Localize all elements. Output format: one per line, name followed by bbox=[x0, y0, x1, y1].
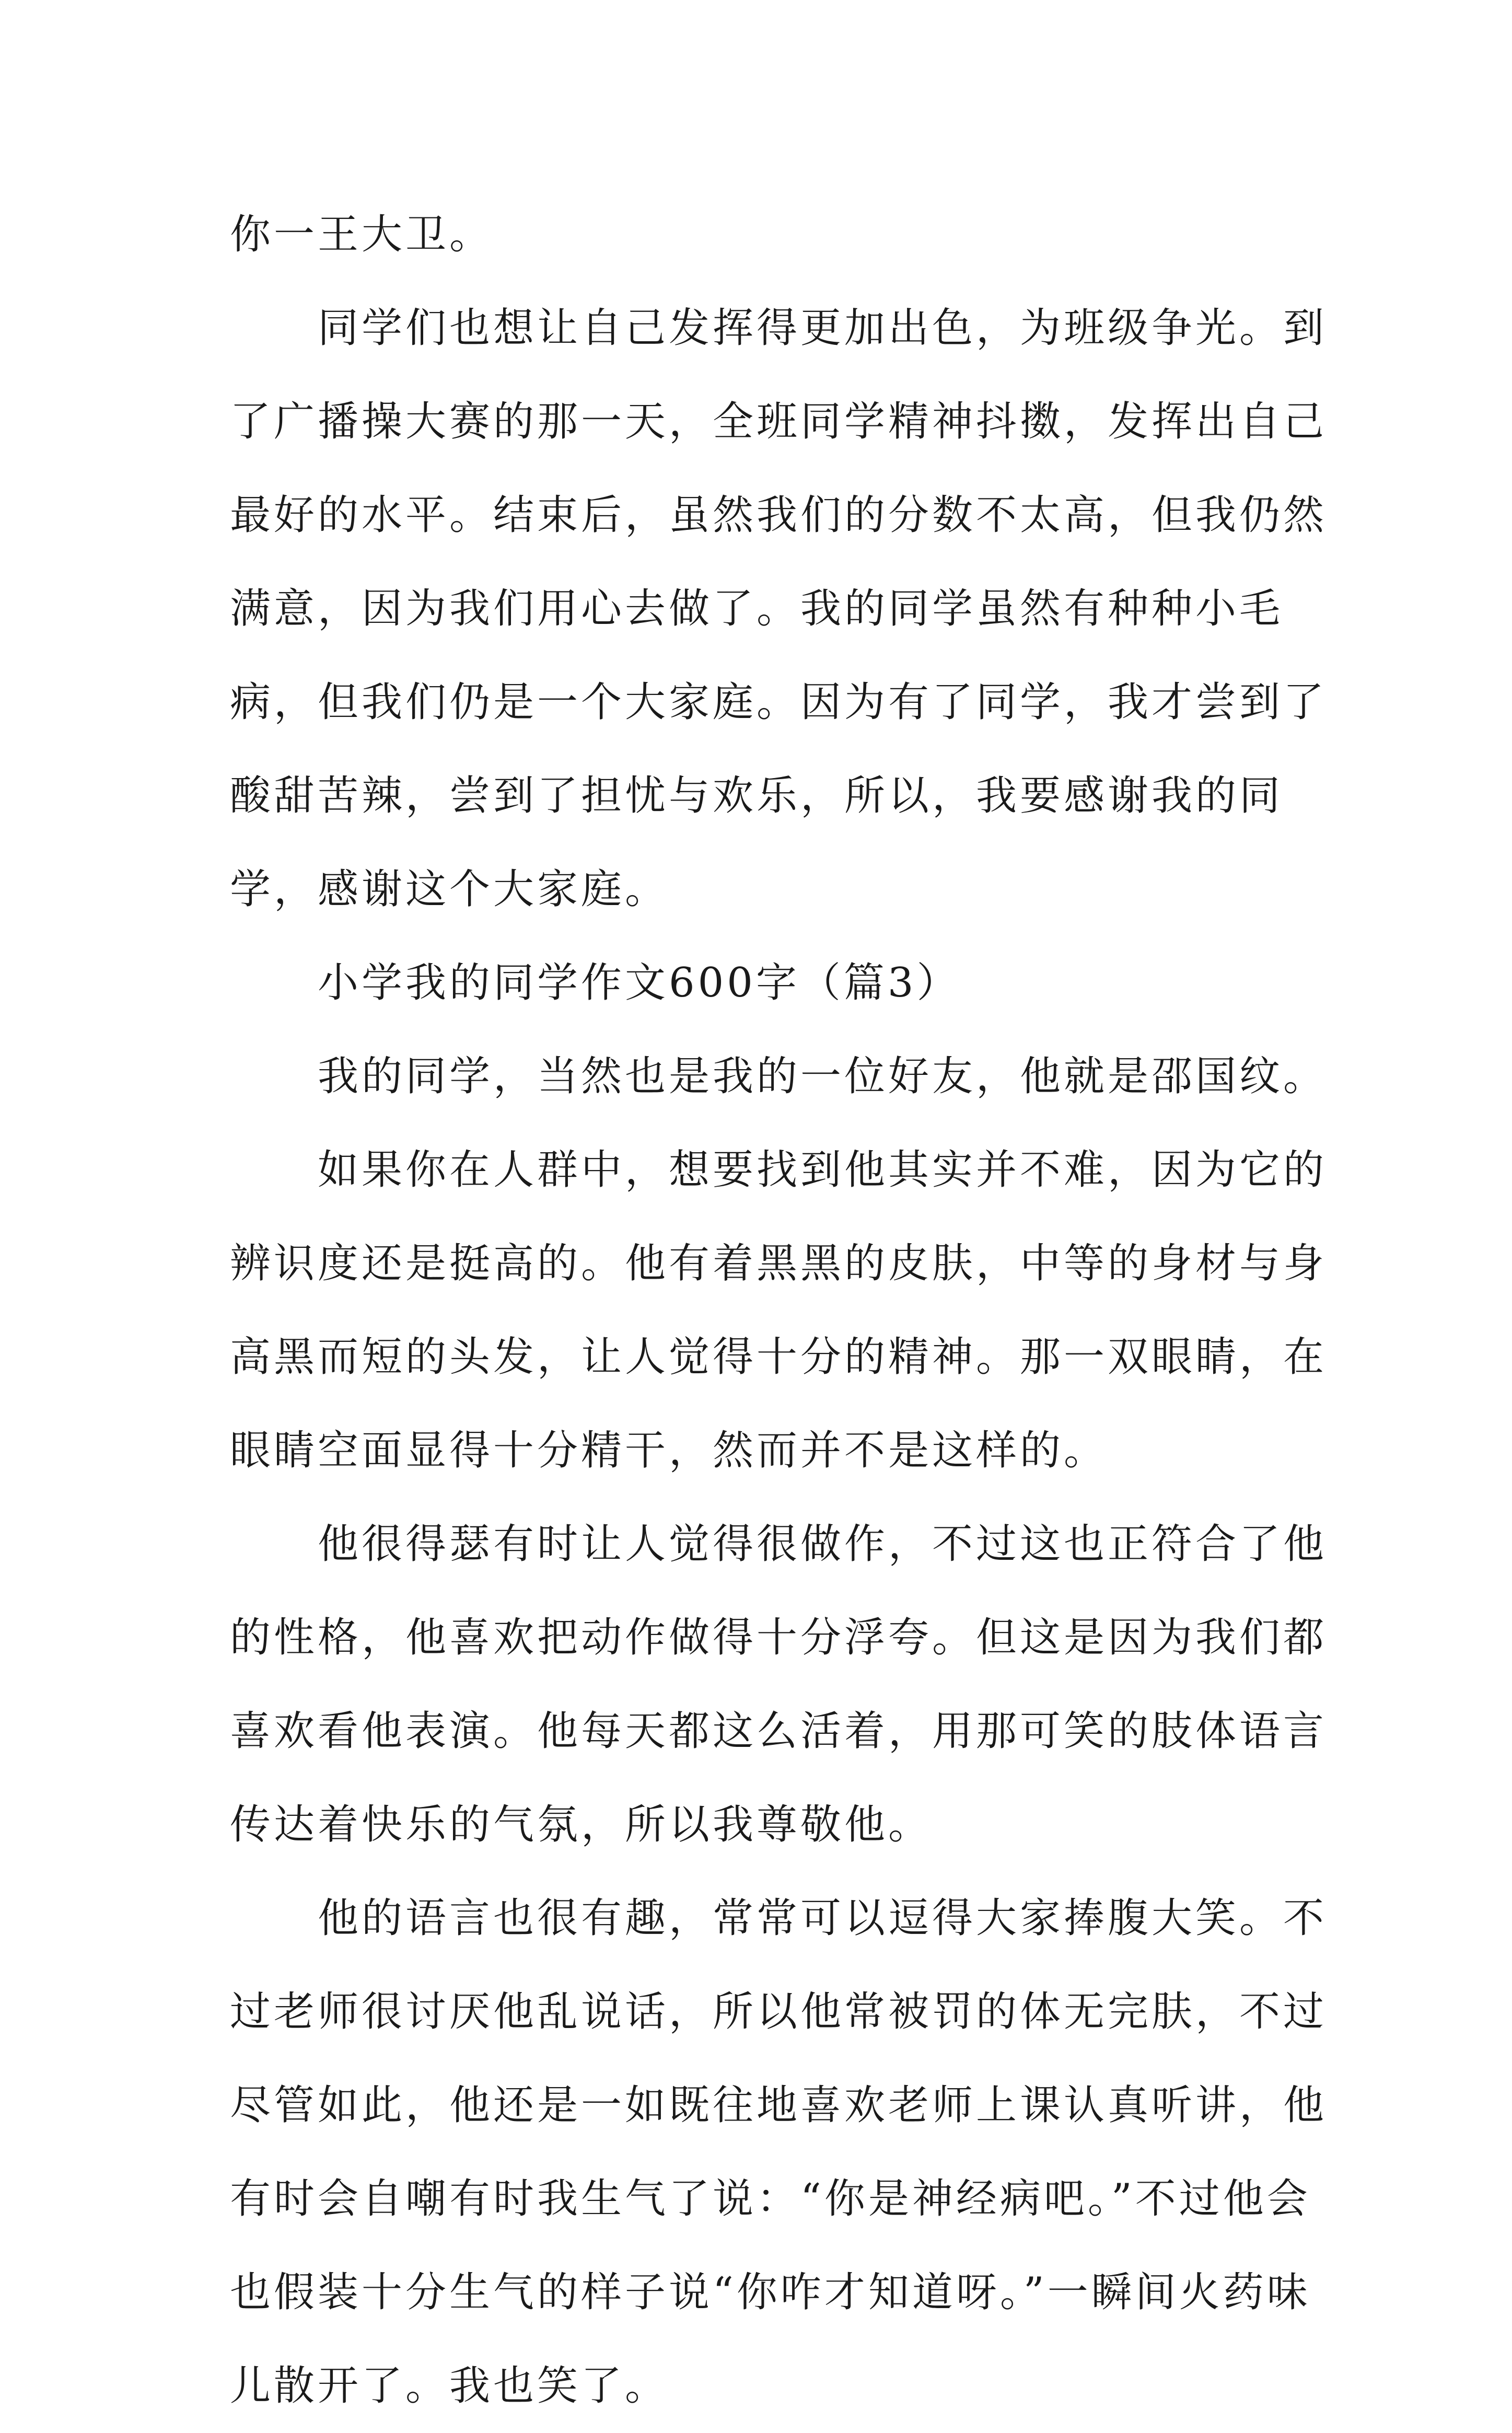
document-body bbox=[230, 188, 1327, 2433]
section-heading: 小学我的同学作文600字（篇3） bbox=[318, 959, 961, 1006]
paragraph: 他的语言也很有趣，常常可以逗得大家捧腹大笑。不过老师很讨厌他乱说话，所以他常被罚的体无完肤，不过尽管如此，他还是一如既往地喜欢老师上课认真听讲，他有时会自嘲有时我生气了说：“你是神经病吧。”不过他会也假装十分生气的样子说“你咋才知道呀。”一瞬间火药味儿散开了。我也笑了。 bbox=[230, 1895, 1328, 2409]
paragraph: 如果你在人群中，想要找到他其实并不难，因为它的辨识度还是挺高的。他有着黑黑的皮肤，中等的身材与身高黑而短的头发，让人觉得十分的精神。那一双眼睛，在眼睛空面显得十分精干，然而并不是这样的。 bbox=[230, 1146, 1328, 1474]
paragraph: 他很得瑟有时让人觉得很做作，不过这也正符合了他的性格，他喜欢把动作做得十分浮夸。但这是因为我们都喜欢看他表演。他每天都这么活着，用那可笑的肢体语言传达着快乐的气氛，所以我尊敬他。 bbox=[230, 1521, 1328, 1848]
paragraph-continuation: 你一王大卫。 bbox=[230, 211, 494, 258]
paragraph: 同学们也想让自己发挥得更加出色，为班级争光。到了广播操大赛的那一天，全班同学精神抖擞，发挥出自己最好的水平。结束后，虽然我们的分数不太高，但我仍然满意，因为我们用心去做了。我的同学虽然有种种小毛病，但我们仍是一个大家庭。因为有了同学，我才尝到了酸甜苦辣，尝到了担忧与欢乐，所以，我要感谢我的同学，感谢这个大家庭。 bbox=[230, 305, 1328, 913]
paragraph: 我的同学，当然也是我的一位好友，他就是邵国纹。 bbox=[318, 1053, 1328, 1100]
